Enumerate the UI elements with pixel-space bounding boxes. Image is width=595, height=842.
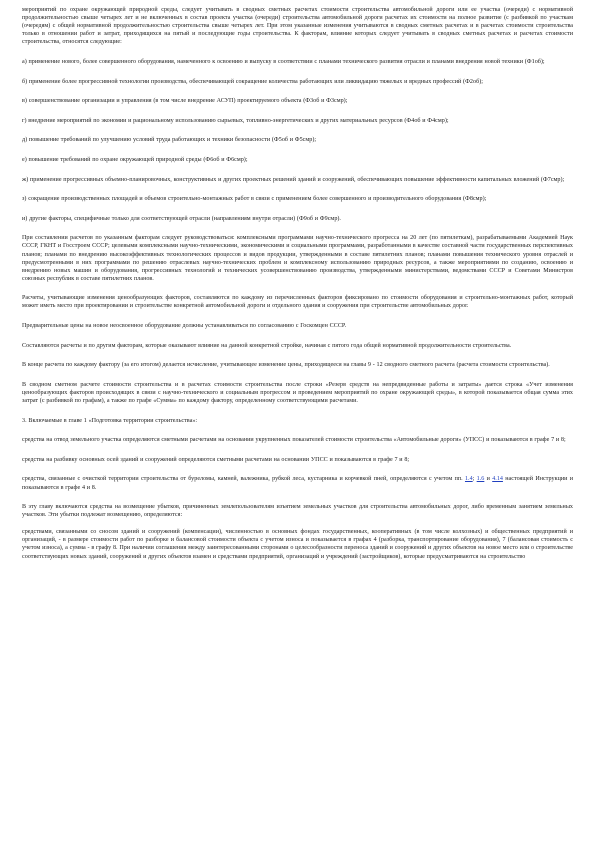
list-item-zh: ж) применение прогрессивных объемно-планировочных, конструктивных и других проектных решений зданий и сооружений, обеспечивающих повышение эффективности капитальных вложений (Ф7смр); [22,176,565,183]
paragraph-funds-land: средства на отвод земельного участка определяются сметными расчетами на основании укрупненных показателей стоимости строительства «Автомобильные дороги» (УПСС) и показываются в графе 7 и 8; [22,437,566,444]
paragraph-compensation: средствами, связанными со сносом зданий и сооружений (компенсации), численностью в основных фондах государственных, кооперативных (в том числе колхозных) и общественных предприятий и организаций, - в размере стоимости работ по разборке и балансовой стоимости объекта с учетом износа и показывается в графах 4 (разборка, транспортирование оборудования), 7 (балансовая стоимость с учетом износа), а сумма - в графу 8. При наличии соглашения между заинтересованными сторонами о целесообразности переноса зданий и сооружений и других объектов на новое место или о строительстве соответствующих новых зданий, сооружений и других объектов взамен и средствами предприятий, организаций и учреждений (застройщиков), которые предусматриваются на строительство [22,529,573,560]
list-item-g: г) внедрение мероприятий по экономии и рациональному использованию сырьевых, топливно-энергетических и других материальных ресурсов (Ф4об и Ф4смр); [22,117,449,124]
clearing-text: средства, связанные с очисткой территории строительства от буреломы, камней, валежника, рубкой леса, кустарника и корчевкой пней, определяются с учетом пп. [22,476,465,483]
list-item-d: д) повышение требований по улучшению условий труда работающих и техники безопасности (Ф5об и Ф5смр); [22,137,317,144]
paragraph-prices-rule: Предварительные цены на новое неосвоенное оборудование должны устанавливаться по согласованию с Госкомцен СССР. [22,323,347,330]
paragraph-other-factors: Составляются расчеты и по другим факторам, которые оказывают влияние на данной конкретной стройке, начиная с пятого года общей нормативной продолжительности строительства. [22,342,512,349]
paragraph-funds-demolition: средства на разбивку основных осей зданий и сооружений определяются сметными расчетами на основании УПСС и показываются в графе 7 и 8; [22,456,410,463]
paragraph-guidance: При составлении расчетов по указанным факторам следует руководствоваться: комплексными программами научно-технического прогресса на 20 лет (по пятилеткам), разрабатываемыми Академией Наук СССР, ГКНТ и Госстроем СССР; целевыми комплексными научно-техническими, экономическими и социальными программами, разработанными в качестве составной части государственных перспективных планов; планами по внедрению высокоэффективных технологических процессов и видов продукции, утвержденными в составе пятилетних планов; планами повышения технического уровня отраслей и предусмотренными в них программами по решению отраслевых научно-технических проблем и комплексному использованию природных ресурсов, а также мероприятиями по созданию, освоению и внедрению новых машин и оборудования, прогрессивных технологий и технических усовершенствованию производства, утвержденными министерствами, ведомствами СССР и Советами Министров союзных республик в составе пятилетних планов. [22,235,573,282]
list-item-a: а) применение нового, более совершенного оборудования, намеченного к освоению и выпуску в соответствии с планами технического развития отрасли и планами внедрения новой техники (Ф1об); [22,58,545,65]
ref-separator: ; [472,476,477,483]
list-item-e: е) повышение требований по охране окружающей природной среды (Ф6об и Ф6смр); [22,156,248,163]
paragraph-totals: В конце расчета по каждому фактору (за его итогом) делается исчисление, учитывающее изменение цены, приходящееся на главы 9 - 12 сводного сметного расчета (расчета стоимости строительства). [22,362,550,369]
paragraph-reserve: В сводном сметном расчете стоимости строительства и в расчетах стоимости строительства после строки «Резерв средств на непредвиденные работы и затраты» дается строка «Учет изменения ценообразующих факторов происходящих в связи с научно-технического и социальным прогрессом и проведением мероприятий по охране окружающей среды», в которой показывается общая сумма этих затрат (с разбивкой по графам), а также по графе «Сумма» по каждому фактору, определенному соответствующими расчетами. [22,381,573,405]
ref-link-1-6[interactable]: 1.6 [476,476,485,483]
list-item-i: и) другие факторы, специфичные только для соответствующей отрасли (направлениям внутри отрасли) (Ф9об и Ф9смр). [22,215,341,222]
ref-link-1-4[interactable]: 1.4 [464,476,473,483]
ref-tail-text: настоящей Инструкции и показываются в графе 4 и 8. [22,476,573,491]
ref-conjunction: и [484,476,493,483]
list-item-v: в) совершенствование организации и управления (в том числе внедрение АСУП) проектируемого объекта (Ф3об и Ф3смр); [22,98,348,105]
paragraph-calc-rule: Расчеты, учитывающие изменения ценообразующих факторов, составляются по каждому из перечисленных факторов фиксировано по стоимости оборудования и строительно-монтажных работ, который может иметь место при проектировании и строительстве конкретной автомобильной дороги и отдельного здания и сооружения при строительстве автомобильных дорог. [22,295,573,310]
list-item-z: з) сокращение производственных площадей и объемов строительно-монтажных работ в связи с применением более совершенного и производительного оборудования (Ф8смр); [22,196,487,203]
paragraph-section-includes: В эту главу включаются средства на возмещение убытков, причиненных землепользователям изъятием земельных участков для строительства автомобильных дорог, либо временным занятием земельных участков. Эти убытки подлежат возмещению, определяются: [22,504,573,519]
paragraph-funds-clearing [22,475,573,491]
paragraph-intro: мероприятий по охране окружающей природной среды, следует учитывать в сводных сметных расчетах стоимости строительства автомобильной дороги или ее участка (очереди) с нормативной продолжительностью свыше четырех лет и не включенных в состав проекта участка (очереди) строительства автомобильной дороги расчетах их стоимости на полное развитие (с разбивкой по участкам (очередям) с общей нормативной продолжительностью строительства свыше четырех лет. При этом указанные изменения учитываются в сводных сметных расчетах и в расчетах стоимости строительства только в отношении работ и затрат, приходящихся на пятый и последующие годы строительства. К факторам, влияние которых следует учитывать в сводных сметных расчетах и расчетах стоимости строительства, относятся следующие: [22,7,573,46]
list-item-b: б) применение более прогрессивной технологии производства, обеспечивающей сокращение количества работающих или ликвидацию тяжелых и вредных профессий (Ф2об); [22,78,483,85]
section-heading-3: 3. Включаемые в главе 1 «Подготовка территории строительства»: [22,417,198,424]
ref-link-4-14[interactable]: 4.14 [492,476,503,483]
